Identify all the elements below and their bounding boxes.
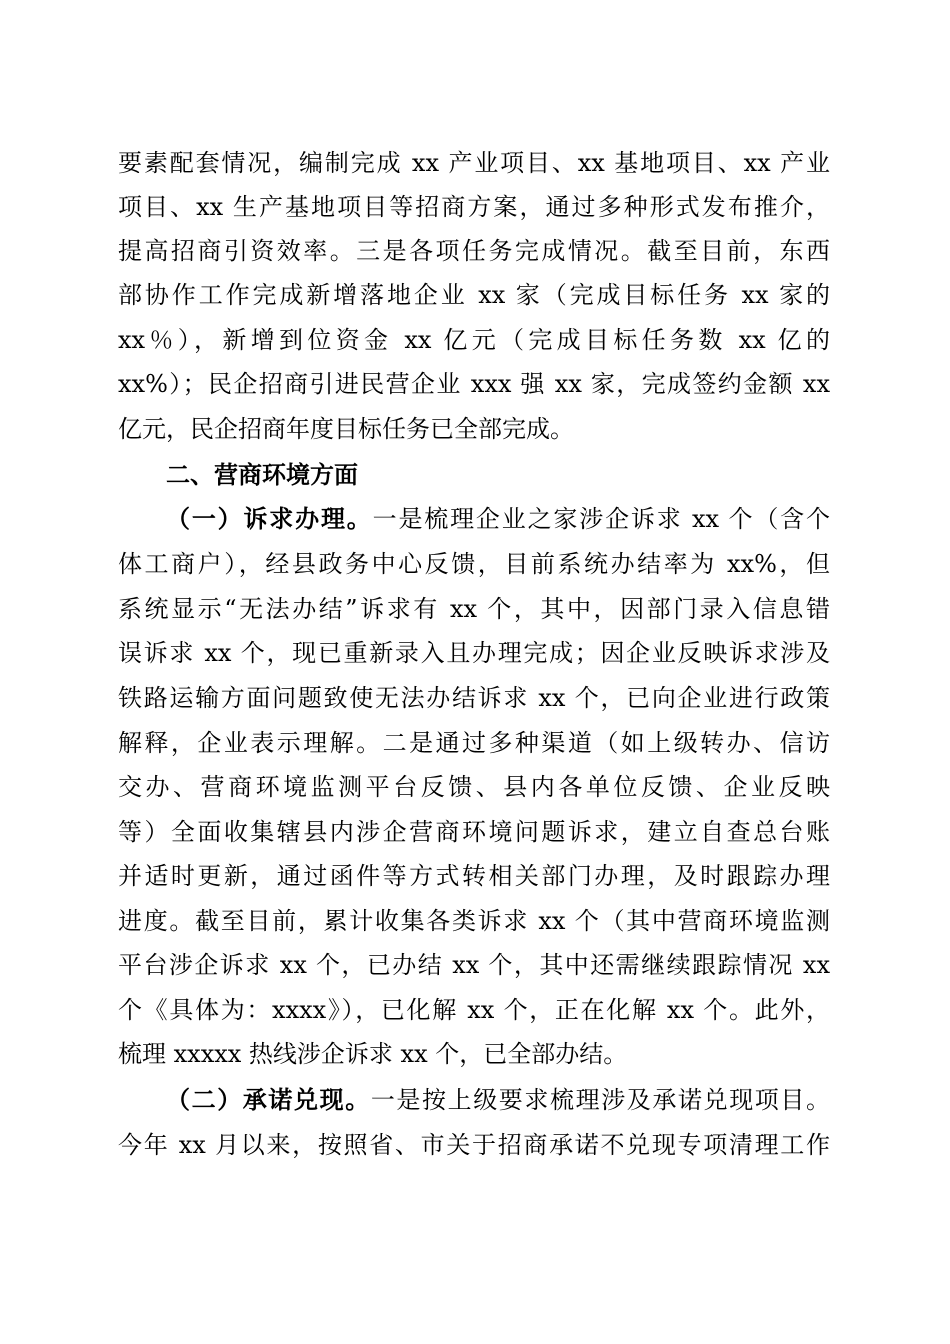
paragraph-line: 交办、营商环境监测平台反馈、县内各单位反馈、企业反映 <box>118 773 830 801</box>
paragraph-line: 等）全面收集辖县内涉企营商环境问题诉求，建立自查总台账 <box>118 818 830 846</box>
subsection-text: 一是梳理企业之家涉企诉求 xx 个（含个 <box>372 505 831 533</box>
paragraph-line: 系统显示“无法办结”诉求有 xx 个，其中，因部门录入信息错 <box>118 595 830 623</box>
paragraph-line: 误诉求 xx 个，现已重新录入且办理完成；因企业反映诉求涉及 <box>118 639 830 667</box>
paragraph-line: 并适时更新，通过函件等方式转相关部门办理，及时跟踪办理 <box>118 862 830 890</box>
subsection-text: 一是按上级要求梳理涉及承诺兑现项目。 <box>370 1086 831 1114</box>
subsection-title: （一）诉求办理。 <box>166 505 373 533</box>
paragraph-line: 进度。截至目前，累计收集各类诉求 xx 个（其中营商环境监测 <box>118 907 830 935</box>
paragraph-line: 梳理 xxxxx 热线涉企诉求 xx 个，已全部办结。 <box>118 1040 628 1068</box>
paragraph-line: 亿元，民企招商年度目标任务已全部完成。 <box>118 415 574 443</box>
section-heading: 二、营商环境方面 <box>166 461 358 489</box>
paragraph-line: 铁路运输方面问题致使无法办结诉求 xx 个，已向企业进行政策 <box>118 684 830 712</box>
paragraph-line: 要素配套情况，编制完成 xx 产业项目、xx 基地项目、xx 产业 <box>118 149 830 177</box>
paragraph-line: 部协作工作完成新增落地企业 xx 家（完成目标任务 xx 家的 <box>118 281 830 309</box>
paragraph-line: 平台涉企诉求 xx 个，已办结 xx 个，其中还需继续跟踪情况 xx <box>118 951 830 979</box>
paragraph-line: 解释，企业表示理解。二是通过多种渠道（如上级转办、信访 <box>118 729 830 757</box>
paragraph-line: 提高招商引资效率。三是各项任务完成情况。截至目前，东西 <box>118 237 830 265</box>
subsection-title: （二）承诺兑现。 <box>166 1086 371 1114</box>
paragraph-line: 个《具体为：xxxx》），已化解 xx 个，正在化解 xx 个。此外， <box>118 996 830 1024</box>
paragraph-line: 体工商户），经县政务中心反馈，目前系统办结率为 xx%，但 <box>118 550 830 578</box>
paragraph-line: 今年 xx 月以来，按照省、市关于招商承诺不兑现专项清理工作 <box>118 1131 830 1159</box>
subsection-first-line <box>166 1078 830 1122</box>
paragraph-line: xx%）；民企招商引进民营企业 xxx 强 xx 家，完成签约金额 xx <box>118 370 830 398</box>
paragraph-line: xx％），新增到位资金 xx 亿元（完成目标任务数 xx 亿的 <box>118 326 830 354</box>
subsection-first-line <box>166 497 830 541</box>
paragraph-line: 项目、xx 生产基地项目等招商方案，通过多种形式发布推介， <box>118 193 830 221</box>
